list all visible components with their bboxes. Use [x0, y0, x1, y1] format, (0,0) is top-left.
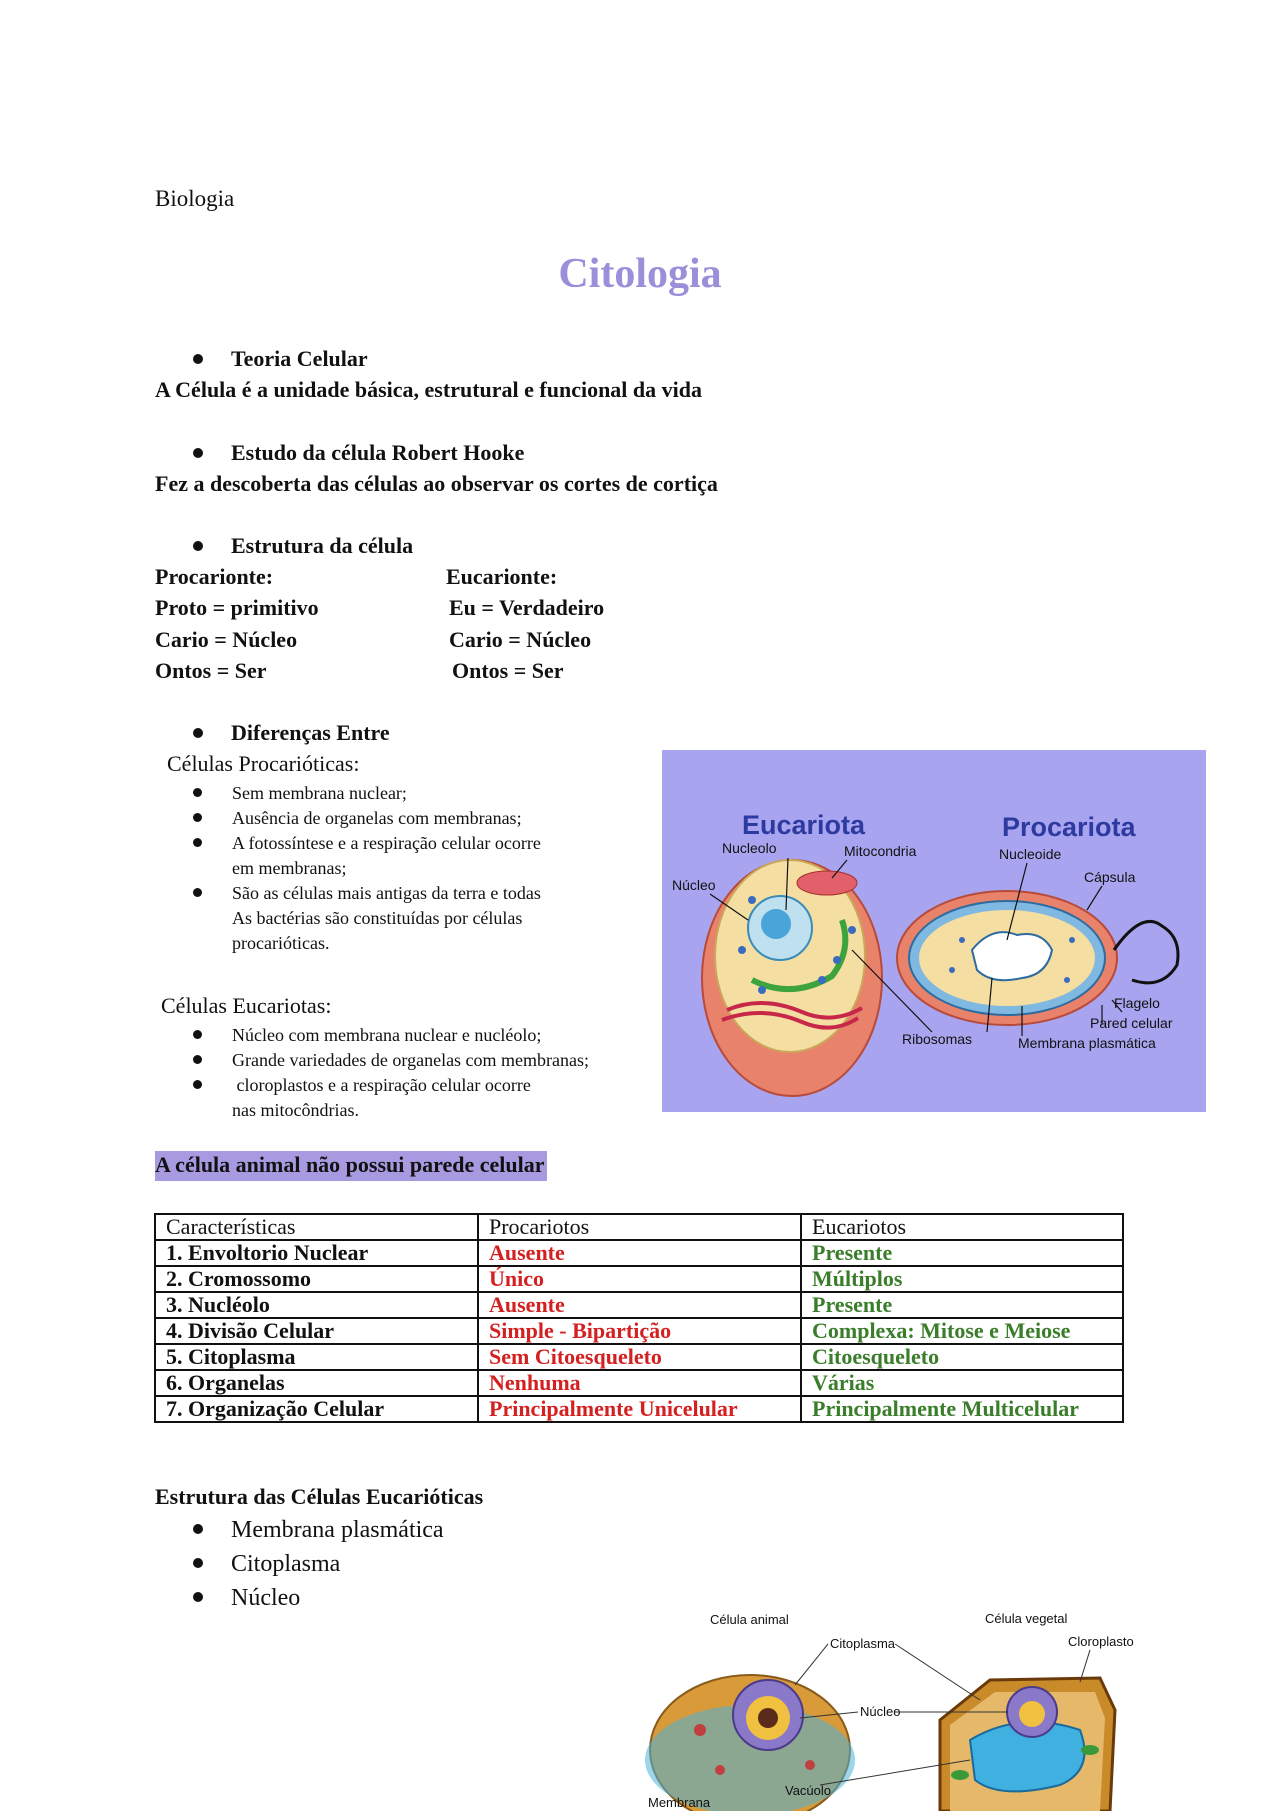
prok-title: Células Procarióticas: — [167, 751, 360, 776]
list-item — [193, 1073, 589, 1098]
section-heading — [193, 440, 524, 466]
citoplasma-label: Citoplasma — [830, 1636, 896, 1651]
bullet-icon — [193, 728, 203, 738]
table-cell: Sem Citoesqueleto — [478, 1344, 801, 1370]
list-item-text: Citoplasma — [231, 1551, 341, 1577]
bullet-icon — [193, 1030, 202, 1039]
table-header-cell: Características — [155, 1214, 478, 1240]
bullet-icon — [193, 1524, 203, 1534]
list-item-text: A fotossíntese e a respiração celular ocorre — [232, 833, 541, 853]
eukaryote-cell — [702, 860, 882, 1096]
nucleolo-label: Nucleolo — [722, 840, 777, 856]
vacuolo-label: Vacúolo — [785, 1783, 832, 1798]
list-item-continuation: As bactérias são constituídas por células — [232, 908, 523, 928]
table-row — [155, 1318, 1123, 1344]
section-heading — [193, 533, 413, 559]
bullet-icon — [193, 1592, 203, 1602]
table-cell: Complexa: Mitose e Meiose — [801, 1318, 1123, 1344]
table-cell: Nenhuma — [478, 1370, 801, 1396]
table-cell: 7. Organização Celular — [155, 1396, 478, 1422]
structure-right-3: Ontos = Ser — [452, 658, 564, 683]
bullet-icon — [193, 888, 202, 897]
table-cell: Presente — [801, 1292, 1123, 1318]
section-heading-text: Teoria Celular — [231, 346, 368, 371]
list-item-text: Grande variedades de organelas com membranas; — [232, 1050, 590, 1070]
pared-label: Pared celular — [1090, 1015, 1173, 1031]
section-text: A Célula é a unidade básica, estrutural e funcional da vida — [155, 377, 703, 402]
table-row — [155, 1370, 1123, 1396]
table-cell: 4. Divisão Celular — [155, 1318, 478, 1344]
euk-structure-heading: Estrutura das Células Eucarióticas — [155, 1484, 484, 1509]
table-cell: Ausente — [478, 1240, 801, 1266]
structure-left-3: Ontos = Ser — [155, 658, 267, 683]
list-item — [193, 781, 541, 806]
table-row — [155, 1396, 1123, 1422]
section-heading — [193, 720, 390, 746]
comparison-table — [154, 1213, 1124, 1423]
mitocondria-label: Mitocondria — [844, 843, 917, 859]
list-item-continuation: nas mitocôndrias. — [232, 1100, 359, 1120]
table-cell: Ausente — [478, 1292, 801, 1318]
list-item — [193, 1551, 340, 1578]
section-heading-text: Estudo da célula Robert Hooke — [231, 440, 525, 465]
capsula-label: Cápsula — [1084, 869, 1136, 885]
table-cell: Presente — [801, 1240, 1123, 1266]
table-cell: 1. Envoltorio Nuclear — [155, 1240, 478, 1266]
vegetal-cell-label: Célula vegetal — [985, 1611, 1068, 1626]
table-row — [155, 1344, 1123, 1370]
table-cell: Várias — [801, 1370, 1123, 1396]
eucariota-title: Eucariota — [742, 810, 866, 840]
animal-cell-label: Célula animal — [710, 1612, 789, 1627]
bullet-icon — [193, 1558, 203, 1568]
animal-plant-cell-figure — [640, 1600, 1160, 1811]
table-cell: Múltiplos — [801, 1266, 1123, 1292]
page-title: Citologia — [558, 251, 722, 297]
cloroplasto-label: Cloroplasto — [1068, 1634, 1134, 1649]
bullet-icon — [193, 541, 203, 551]
euk-list — [193, 1023, 589, 1123]
structure-left-2: Cario = Núcleo — [155, 627, 298, 652]
bullet-icon — [193, 1055, 202, 1064]
structure-right-0: Eucarionte: — [446, 564, 558, 589]
list-item-text: Ausência de organelas com membranas; — [232, 808, 522, 828]
list-item — [193, 1517, 444, 1544]
nucleo-label: Núcleo — [672, 877, 716, 893]
list-item-continuation: em membranas; — [232, 858, 347, 878]
section-heading-text: Diferenças Entre — [231, 720, 390, 745]
table-cell: 2. Cromossomo — [155, 1266, 478, 1292]
table-header-row — [155, 1214, 1123, 1240]
bullet-icon — [193, 448, 203, 458]
section-heading-text: Estrutura da célula — [231, 533, 414, 558]
table-row — [155, 1292, 1123, 1318]
table-cell: 6. Organelas — [155, 1370, 478, 1396]
plant-cell — [940, 1678, 1115, 1811]
ribosomas-label: Ribosomas — [902, 1031, 973, 1047]
bullet-icon — [193, 1080, 202, 1089]
section-text: Fez a descoberta das células ao observar os cortes de cortiça — [155, 471, 718, 496]
bullet-icon — [193, 788, 202, 797]
membrana-label: Membrana — [648, 1795, 711, 1810]
list-item — [193, 831, 541, 856]
flagelo-label: Flagelo — [1114, 995, 1160, 1011]
bullet-icon — [193, 813, 202, 822]
table-cell: 3. Nucléolo — [155, 1292, 478, 1318]
nucleo-label: Núcleo — [860, 1704, 901, 1719]
bullet-icon — [193, 354, 203, 364]
list-item — [193, 1048, 589, 1073]
structure-left-0: Procarionte: — [155, 564, 274, 589]
structure-right-1: Eu = Verdadeiro — [449, 595, 605, 620]
list-item-text: São as células mais antigas da terra e todas — [232, 883, 541, 903]
table-cell: Principalmente Multicelular — [801, 1396, 1123, 1422]
list-item-text: Núcleo com membrana nuclear e nucléolo; — [232, 1025, 542, 1045]
list-item — [193, 806, 541, 831]
table-cell: Citoesqueleto — [801, 1344, 1123, 1370]
table-row — [155, 1240, 1123, 1266]
list-item — [193, 1023, 589, 1048]
list-item-text: Núcleo — [231, 1585, 301, 1611]
list-item-continuation: procarióticas. — [232, 933, 330, 953]
table-header-cell: Procariotos — [478, 1214, 801, 1240]
list-item — [193, 881, 541, 906]
nucleoide-label: Nucleoide — [999, 846, 1062, 862]
prok-list — [193, 781, 541, 956]
list-item-text: cloroplastos e a respiração celular ocorre — [232, 1075, 531, 1095]
list-item — [193, 1585, 300, 1612]
table-cell: 5. Citoplasma — [155, 1344, 478, 1370]
euk-title: Células Eucariotas: — [161, 993, 332, 1018]
section-heading — [193, 346, 368, 372]
bullet-icon — [193, 838, 202, 847]
membrana-label: Membrana plasmática — [1018, 1035, 1156, 1051]
cell-comparison-figure — [662, 750, 1206, 1112]
highlight-note: A célula animal não possui parede celular — [155, 1151, 547, 1181]
table-cell: Único — [478, 1266, 801, 1292]
table-row — [155, 1266, 1123, 1292]
list-item-text: Membrana plasmática — [231, 1517, 444, 1543]
table-cell: Simple - Bipartição — [478, 1318, 801, 1344]
subject-label: Biologia — [155, 186, 235, 211]
procariota-title: Procariota — [1002, 812, 1136, 842]
list-item-text: Sem membrana nuclear; — [232, 783, 407, 803]
table-header-cell: Eucariotos — [801, 1214, 1123, 1240]
structure-right-2: Cario = Núcleo — [449, 627, 592, 652]
table-cell: Principalmente Unicelular — [478, 1396, 801, 1422]
structure-left-1: Proto = primitivo — [155, 595, 319, 620]
